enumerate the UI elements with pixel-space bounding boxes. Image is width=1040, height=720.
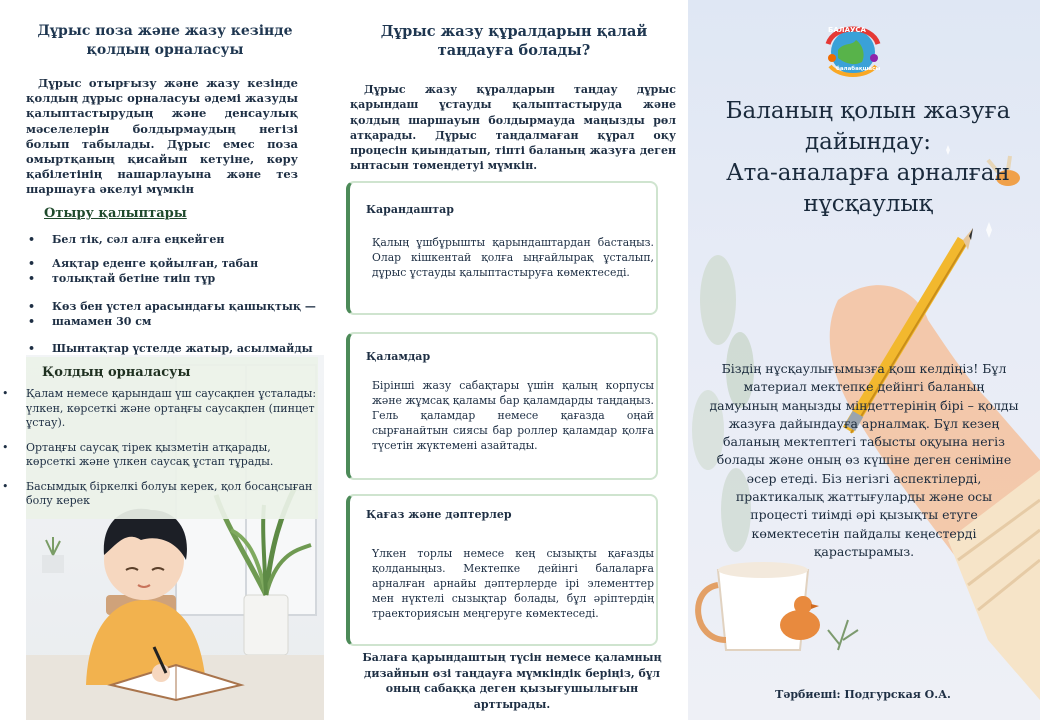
- title-line: Ата-аналарға арналған: [726, 160, 1010, 186]
- list-item: • Көз бен үстел арасындағы қашықтық —: [26, 299, 326, 314]
- title-line: нұсқаулық: [803, 191, 933, 217]
- list-item: • Қалам немесе қарындаш үш саусақпен ұсталады: үлкен, көрсеткі және ортаңғы саусақпен (пинцет ұстау).: [0, 387, 320, 431]
- card-text: Бірінші жазу сабақтары үшін қалың корпусы және жұмсақ қаламы бар қаламдарды таңдаңыз. Гель қаламдар немесе қағазда оңай сырғанайтын сиясы бар роллер қаламдар қолға түсетін жүктемені азайтады.: [372, 379, 654, 452]
- title-line: Баланың қолын жазуға: [725, 98, 1011, 124]
- tools-footer: Балаға қарындаштың түсін немесе қаламның дизайнын өзі таңдауға мүмкіндік беріңіз, бұл оның сабаққа деген қызығушылығын арттырады.: [362, 651, 662, 711]
- hand-heading: Қолдың орналасуы: [42, 365, 191, 380]
- paper-card: [346, 494, 658, 646]
- hand-list: [0, 387, 320, 519]
- sitting-list: [26, 232, 326, 356]
- pens-card: [346, 332, 658, 480]
- list-item: • Бел тік, сәл алға еңкейген: [26, 232, 326, 247]
- list-item: • Ортаңғы саусақ тірек қызметін атқарады, көрсеткі және үлкен саусақ ұстап тұрады.: [0, 441, 320, 470]
- card-title: Қағаз және дәптерлер: [366, 508, 512, 521]
- tools-intro: Дұрыс жазу құралдарын таңдау дұрыс қарындаш ұстауды қалыптастыруда және қолдың шаршауын болдырмауда маңызды рөл атқарады. Дұрыс таңдалмаған құрал оқу процесін қиындатып, тіпті баланың жазуға деген ынтасын төмендетуі мүмкін.: [350, 83, 676, 173]
- list-item: • Басымдық біркелкі болуы керек, қол босаңсыған болу керек: [0, 480, 320, 509]
- posture-intro: Дұрыс отырғызу және жазу кезінде қолдың дұрыс орналасуы әдемі жазуды қалыптастырудың және денсаулық мәселелерін болдырмаудың негізі болып табылады. Дұрыс емес поза омыртқаның қисайып кетуіне, көру қабілетінің нашарлауына және тез шаршауға әкелуі мүмкін: [26, 76, 298, 197]
- guide-title: [718, 96, 1018, 220]
- list-item: • шамамен 30 см: [26, 314, 326, 329]
- posture-title: Дұрыс поза және жазу кезінде қолдың орналасуы: [37, 23, 293, 58]
- tools-title: Дұрыс жазу құралдарын қалай таңдауға болады?: [380, 23, 648, 59]
- kindergarten-logo: [816, 14, 890, 84]
- guide-welcome-text: Біздің нұсқаулығымызға қош келдіңіз! Бұл материал мектепке дейінгі баланың дамуының маңызды міндеттерінің бірі – қолды жазуға дайындауға арналмақ. Бұл кезең баланың мектептегі табысты оқуына негіз болады және оның өз күшіне деген сеніміне әсер етеді. Біз негізгі аспектілерді, практикалық жаттығуларды және осы процесті тиімді әрі қызықты етуге көмектесетін пайдалы кеңестерді қарастырамыз.: [709, 361, 1019, 559]
- title-line: дайындау:: [805, 129, 931, 155]
- pencils-card: [346, 181, 658, 315]
- card-title: Қаламдар: [366, 350, 431, 363]
- left-panel: [0, 0, 344, 720]
- logo-text: БАЛАУСА: [828, 26, 866, 34]
- sitting-heading: Отыру қалыптары: [44, 206, 187, 221]
- card-title: Карандаштар: [366, 203, 454, 216]
- right-panel: [688, 0, 1040, 720]
- globe-logo-icon: [816, 14, 890, 84]
- list-item: • Аяқтар еденге қойылған, табан: [26, 256, 326, 271]
- list-item: • толықтай бетіне тиіп тұр: [26, 271, 326, 286]
- middle-panel: [344, 0, 688, 720]
- list-item: • Шынтақтар үстелде жатыр, асылмайды: [26, 341, 326, 356]
- teacher-name: Тәрбиеші: Подгурская О.А.: [775, 688, 951, 701]
- card-text: Үлкен торлы немесе кең сызықты қағазды қолданыңыз. Мектепке дейінгі балаларға арналған арнайы дәптерлерде ірі элементтер мен нүктелі сызықтар болады, бұл әріптердің траекториясын меңгеруге көмектеседі.: [372, 547, 654, 620]
- logo-subtext: балабақшасы: [836, 66, 881, 72]
- card-text: Қалың ұшбұрышты қарындаштардан бастаңыз. Олар кішкентай қолға ыңғайлырақ ұсталып, дұрыс ұстауды қалыптастыруға көмектеседі.: [372, 236, 654, 279]
